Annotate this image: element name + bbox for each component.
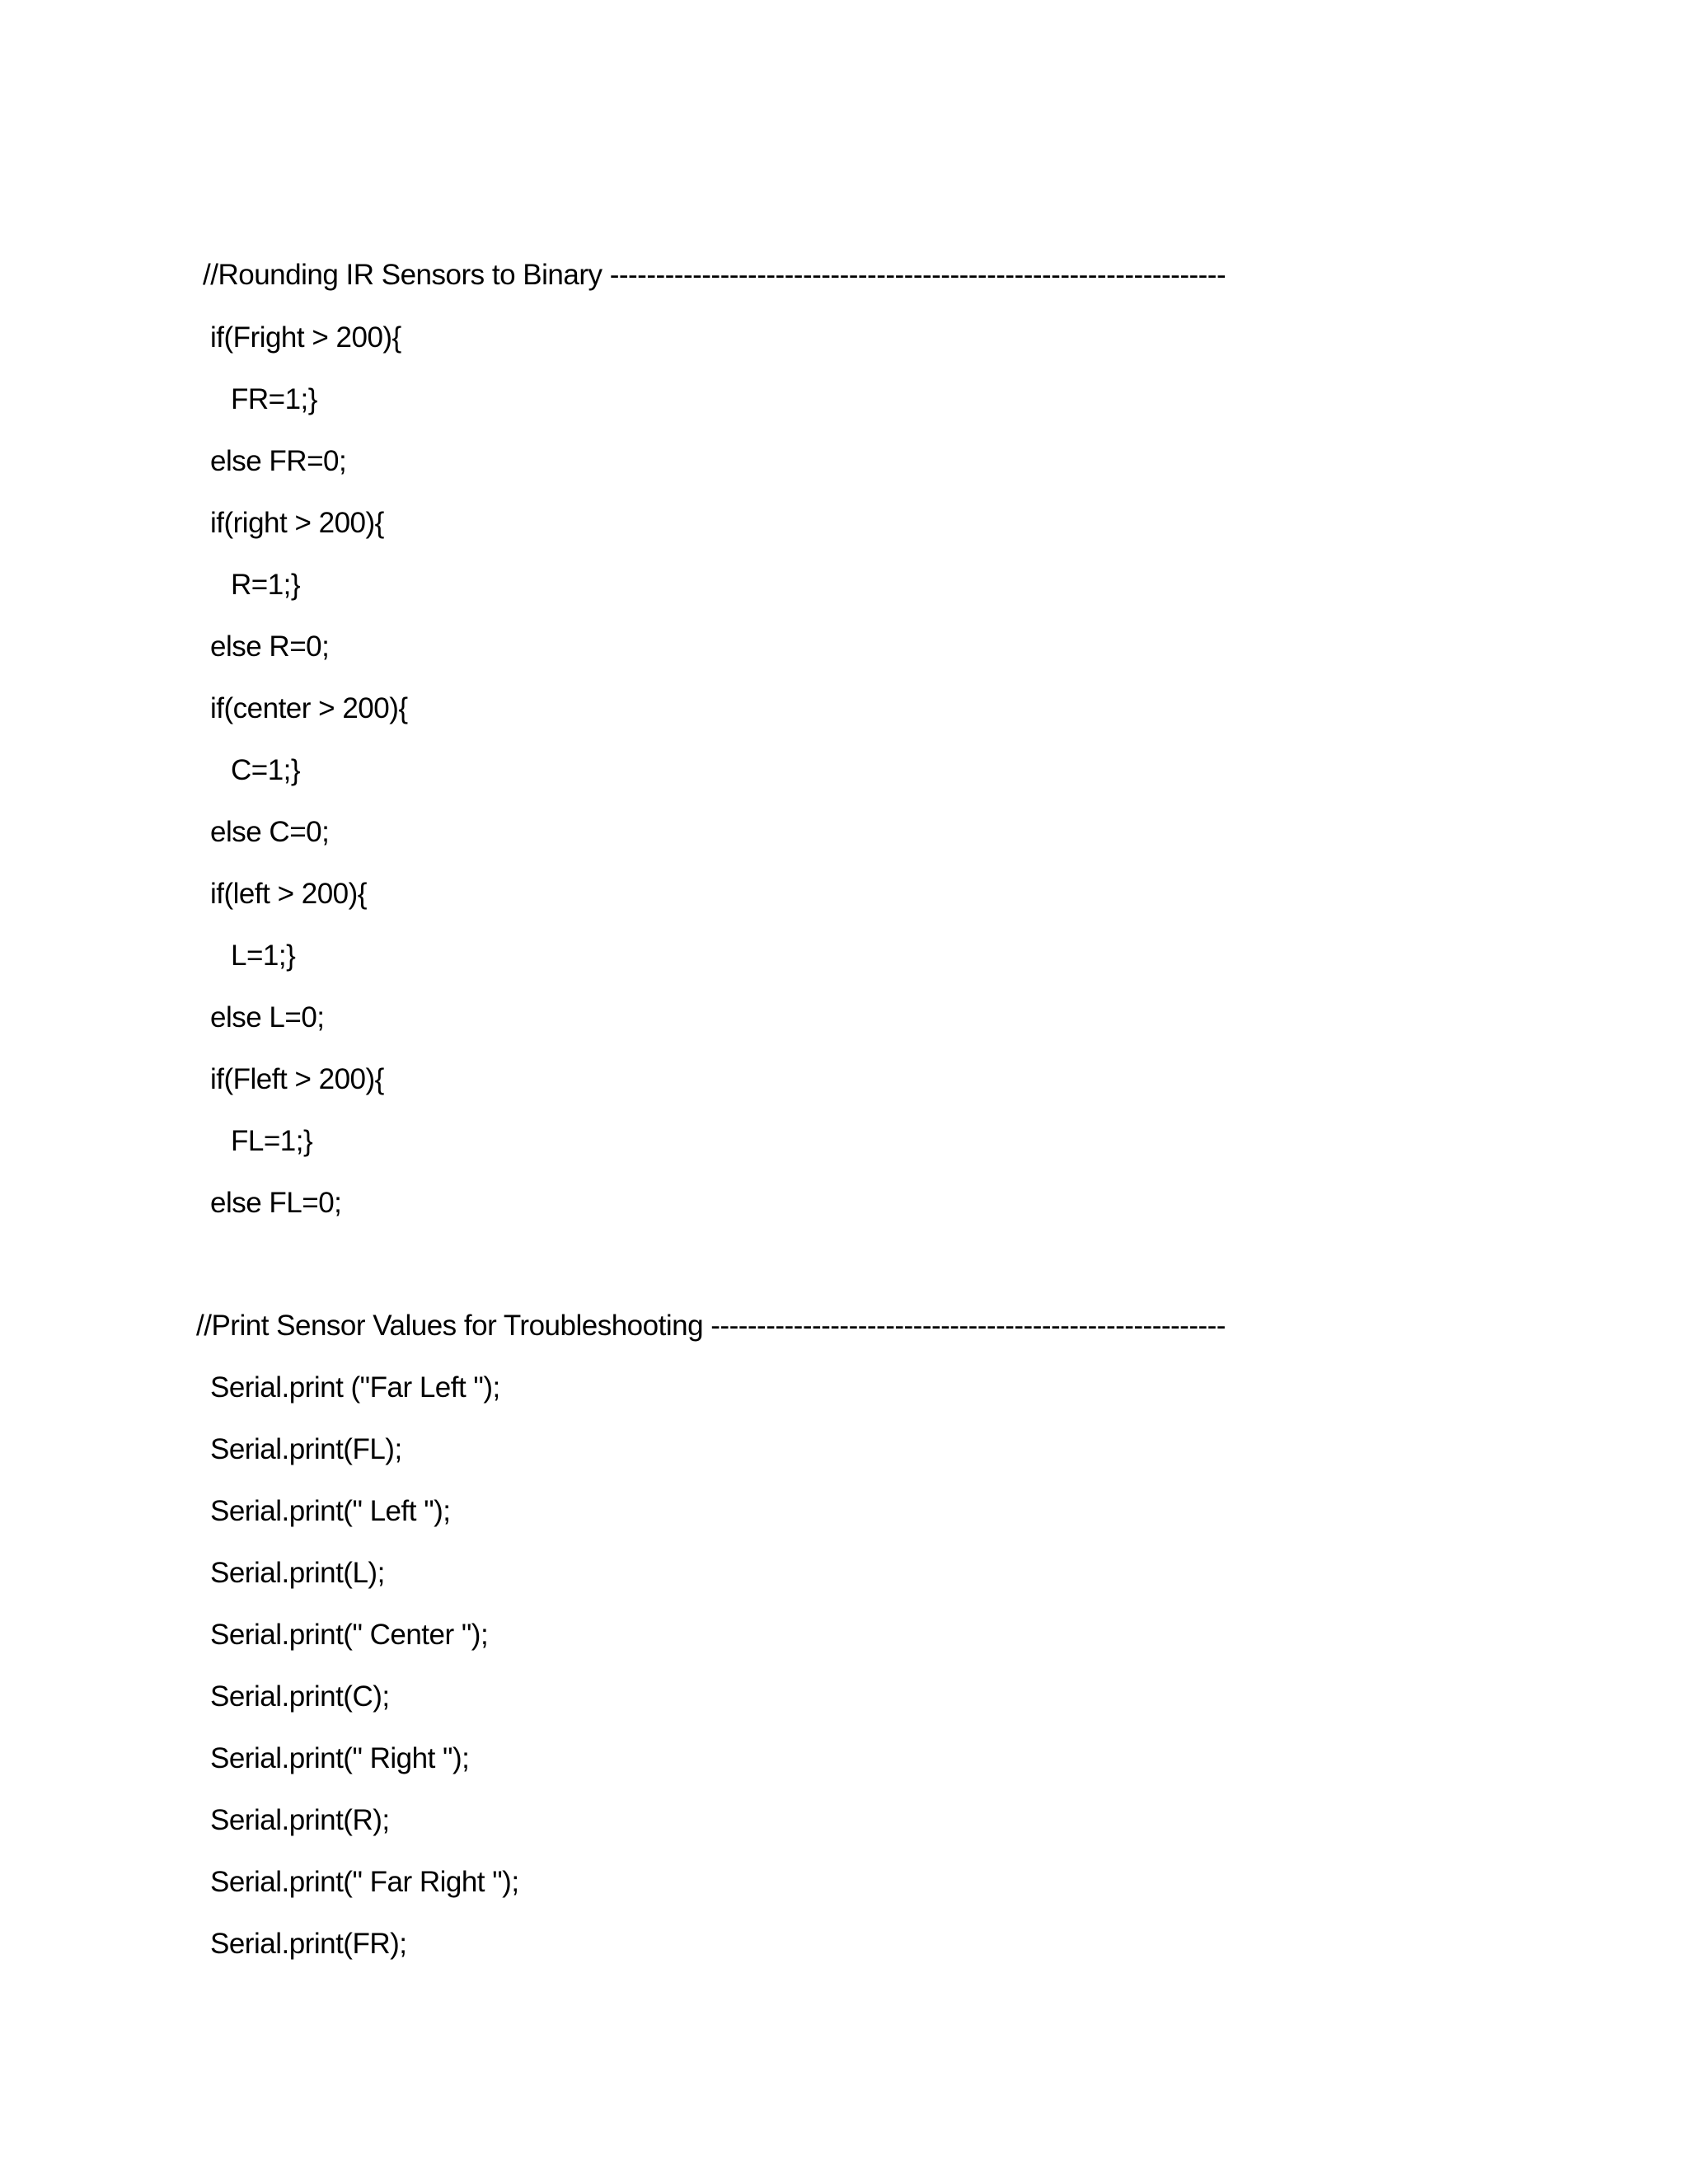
code-line: if(Fright > 200){ xyxy=(210,321,401,354)
code-line: Serial.print(" Far Right "); xyxy=(210,1866,519,1898)
code-line: if(Fleft > 200){ xyxy=(210,1063,384,1095)
code-line: Serial.print(C); xyxy=(210,1680,390,1713)
code-line: FL=1;} xyxy=(231,1125,313,1157)
code-line: Serial.print ("Far Left "); xyxy=(210,1371,500,1404)
code-line: R=1;} xyxy=(231,569,301,601)
code-line: if(left > 200){ xyxy=(210,878,367,910)
code-line: if(right > 200){ xyxy=(210,507,384,539)
code-line: Serial.print(" Center "); xyxy=(210,1619,489,1651)
code-line: Serial.print(FR); xyxy=(210,1928,407,1960)
code-line: else FR=0; xyxy=(210,445,347,477)
code-line: else C=0; xyxy=(210,816,330,848)
code-line: C=1;} xyxy=(231,754,301,786)
code-line: else L=0; xyxy=(210,1001,325,1033)
section2-comment: //Print Sensor Values for Troubleshooting -------------------------------------------------------- xyxy=(196,1310,1226,1342)
code-line: L=1;} xyxy=(231,940,296,972)
code-line: if(center > 200){ xyxy=(210,692,408,724)
code-line: else FL=0; xyxy=(210,1187,342,1219)
code-line: Serial.print(" Right "); xyxy=(210,1742,470,1774)
code-line: Serial.print(R); xyxy=(210,1804,390,1836)
code-line: else R=0; xyxy=(210,630,330,663)
code-line: FR=1;} xyxy=(231,383,317,415)
section1-comment: //Rounding IR Sensors to Binary ------------------------------------------------------------------- xyxy=(203,259,1226,291)
code-line: Serial.print(L); xyxy=(210,1557,385,1589)
code-line: Serial.print(FL); xyxy=(210,1433,402,1465)
code-line: Serial.print(" Left "); xyxy=(210,1495,451,1527)
